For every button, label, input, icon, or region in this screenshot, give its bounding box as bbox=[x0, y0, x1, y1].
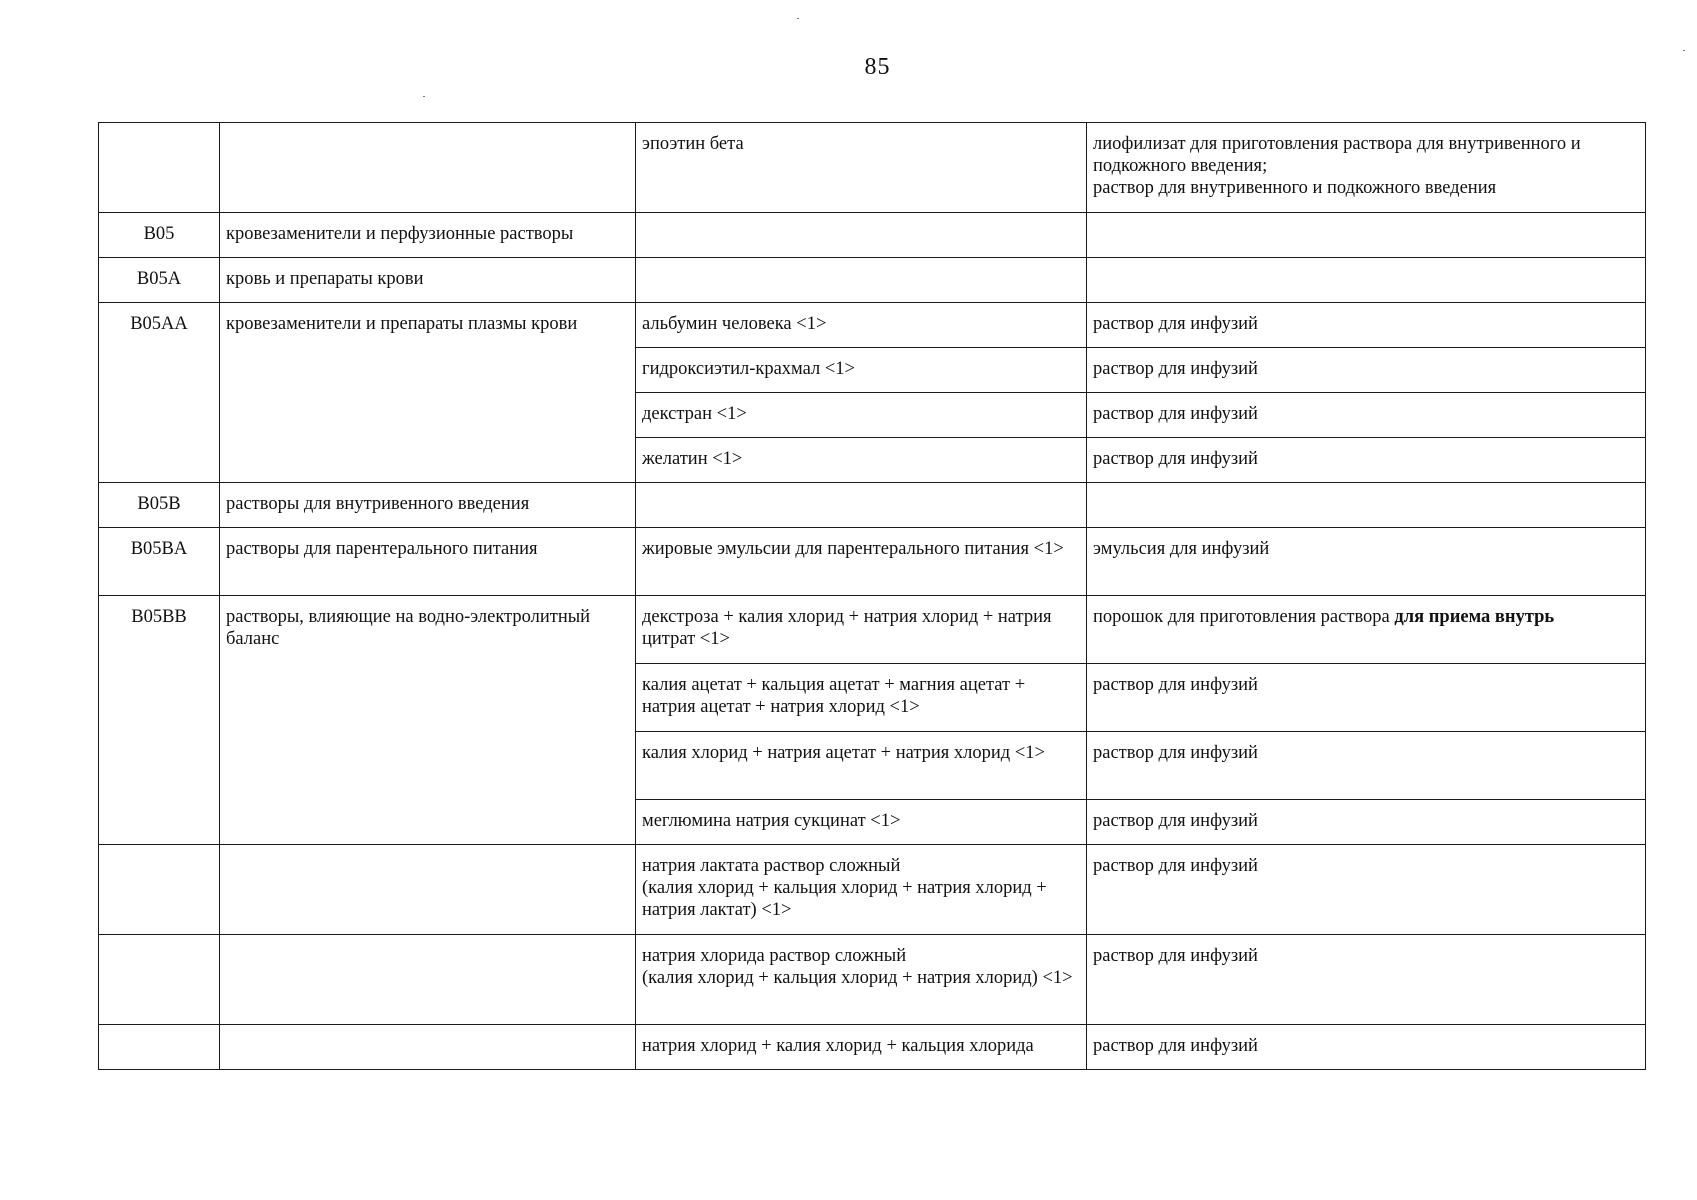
group-cell bbox=[220, 1025, 636, 1070]
table-row bbox=[99, 1025, 1646, 1070]
dosage-form-cell: раствор для инфузий bbox=[1087, 393, 1646, 438]
table-row bbox=[99, 483, 1646, 528]
table-row bbox=[99, 123, 1646, 213]
scan-speck bbox=[423, 96, 425, 97]
group-cell: кровезаменители и перфузионные растворы bbox=[220, 213, 636, 258]
dosage-form-cell: раствор для инфузий bbox=[1087, 800, 1646, 845]
substance-cell bbox=[636, 483, 1087, 528]
table-row bbox=[99, 303, 1646, 348]
dosage-form-cell: раствор для инфузий bbox=[1087, 348, 1646, 393]
substance-cell: натрия хлорид + калия хлорид + кальция хлорида bbox=[636, 1025, 1087, 1070]
substance-cell: гидроксиэтил-крахмал <1> bbox=[636, 348, 1087, 393]
table-row bbox=[99, 596, 1646, 664]
substance-cell bbox=[636, 213, 1087, 258]
dosage-form-emphasis: для приема внутрь bbox=[1394, 607, 1555, 627]
atc-code-cell: B05B bbox=[99, 483, 220, 528]
substance-cell: калия ацетат + кальция ацетат + магния ацетат + натрия ацетат + натрия хлорид <1> bbox=[636, 664, 1087, 732]
atc-code-cell: B05AA bbox=[99, 303, 220, 483]
substance-cell: жировые эмульсии для парентерального питания <1> bbox=[636, 528, 1087, 596]
dosage-form-cell: раствор для инфузий bbox=[1087, 438, 1646, 483]
dosage-form-cell bbox=[1087, 258, 1646, 303]
atc-code-cell bbox=[99, 845, 220, 935]
group-cell bbox=[220, 123, 636, 213]
table-row bbox=[99, 258, 1646, 303]
substance-cell bbox=[636, 258, 1087, 303]
atc-code-cell: B05BB bbox=[99, 596, 220, 845]
substance-cell: натрия лактата раствор сложный (калия хлорид + кальция хлорид + натрия хлорид + натрия лактат) <1> bbox=[636, 845, 1087, 935]
dosage-form-cell: раствор для инфузий bbox=[1087, 845, 1646, 935]
atc-code-cell bbox=[99, 935, 220, 1025]
dosage-form-cell: лиофилизат для приготовления раствора для внутривенного и подкожного введения; раствор для внутривенного и подкожного введения bbox=[1087, 123, 1646, 213]
scan-speck bbox=[797, 18, 799, 19]
group-cell: кровезаменители и препараты плазмы крови bbox=[220, 303, 636, 483]
substance-cell: меглюмина натрия сукцинат <1> bbox=[636, 800, 1087, 845]
atc-code-cell: B05 bbox=[99, 213, 220, 258]
table-row bbox=[99, 528, 1646, 596]
substance-cell: альбумин человека <1> bbox=[636, 303, 1087, 348]
group-cell bbox=[220, 845, 636, 935]
atc-code-cell: B05A bbox=[99, 258, 220, 303]
dosage-form-cell: эмульсия для инфузий bbox=[1087, 528, 1646, 596]
atc-code-cell bbox=[99, 123, 220, 213]
dosage-form-cell bbox=[1087, 213, 1646, 258]
substance-cell: декстроза + калия хлорид + натрия хлорид + натрия цитрат <1> bbox=[636, 596, 1087, 664]
dosage-form-cell: раствор для инфузий bbox=[1087, 664, 1646, 732]
atc-code-cell bbox=[99, 1025, 220, 1070]
page-number: 85 bbox=[864, 54, 891, 80]
medication-table bbox=[98, 122, 1646, 1070]
dosage-form-cell bbox=[1087, 596, 1646, 664]
dosage-form-cell: раствор для инфузий bbox=[1087, 732, 1646, 800]
dosage-form-cell: раствор для инфузий bbox=[1087, 303, 1646, 348]
atc-code-cell: B05BA bbox=[99, 528, 220, 596]
table-row bbox=[99, 935, 1646, 1025]
dosage-form-cell bbox=[1087, 483, 1646, 528]
group-cell: растворы для парентерального питания bbox=[220, 528, 636, 596]
substance-cell: эпоэтин бета bbox=[636, 123, 1087, 213]
substance-cell: натрия хлорида раствор сложный (калия хлорид + кальция хлорид + натрия хлорид) <1> bbox=[636, 935, 1087, 1025]
substance-cell: калия хлорид + натрия ацетат + натрия хлорид <1> bbox=[636, 732, 1087, 800]
group-cell: растворы для внутривенного введения bbox=[220, 483, 636, 528]
scan-speck bbox=[1683, 50, 1685, 51]
dosage-form-cell: раствор для инфузий bbox=[1087, 935, 1646, 1025]
table-row bbox=[99, 213, 1646, 258]
group-cell: растворы, влияющие на водно-электролитный баланс bbox=[220, 596, 636, 845]
dosage-form-text: порошок для приготовления раствора bbox=[1093, 607, 1395, 627]
substance-cell: декстран <1> bbox=[636, 393, 1087, 438]
group-cell: кровь и препараты крови bbox=[220, 258, 636, 303]
substance-cell: желатин <1> bbox=[636, 438, 1087, 483]
table-row bbox=[99, 845, 1646, 935]
dosage-form-cell: раствор для инфузий bbox=[1087, 1025, 1646, 1070]
group-cell bbox=[220, 935, 636, 1025]
